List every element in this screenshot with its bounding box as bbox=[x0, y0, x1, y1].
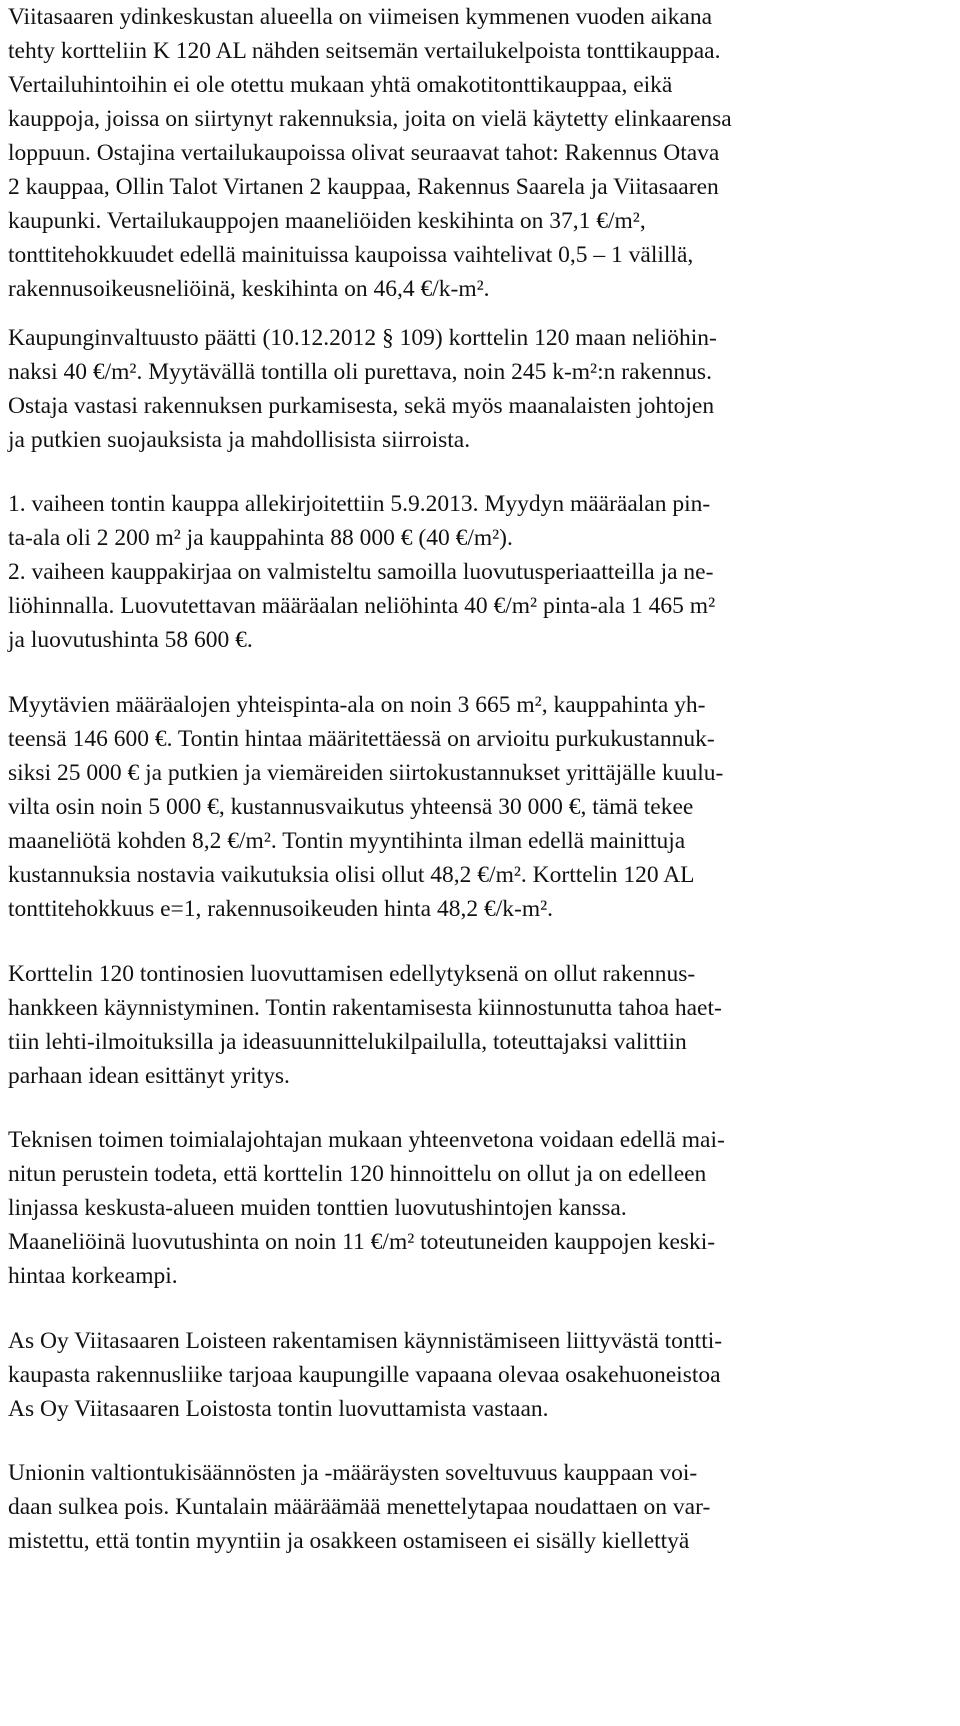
text-line: As Oy Viitasaaren Loistosta tontin luovuttamista vastaan. bbox=[8, 1396, 549, 1422]
text-line: kauppoja, joissa on siirtynyt rakennuksia, joita on vielä käytetty elinkaarensa bbox=[8, 106, 732, 132]
text-line: Unionin valtiontukisäännösten ja -määräysten soveltuvuus kauppaan voi- bbox=[8, 1460, 698, 1486]
text-line: Ostaja vastasi rakennuksen purkamisesta, sekä myös maanalaisten johtojen bbox=[8, 393, 715, 419]
text-line: vilta osin noin 5 000 €, kustannusvaikutus yhteensä 30 000 €, tämä tekee bbox=[8, 794, 694, 820]
text-line: liöhinnalla. Luovutettavan määräalan neliöhinta 40 €/m² pinta-ala 1 465 m² bbox=[8, 593, 716, 619]
text-line: kustannuksia nostavia vaikutuksia olisi ollut 48,2 €/m². Korttelin 120 AL bbox=[8, 862, 695, 888]
text-line: ta-ala oli 2 200 m² ja kauppahinta 88 000 € (40 €/m²). bbox=[8, 525, 513, 551]
text-line: Myytävien määräalojen yhteispinta-ala on noin 3 665 m², kauppahinta yh- bbox=[8, 692, 706, 718]
text-line: rakennusoikeusneliöinä, keskihinta on 46,4 €/k-m². bbox=[8, 276, 490, 302]
text-line: As Oy Viitasaaren Loisteen rakentamisen käynnistämiseen liittyvästä tontti- bbox=[8, 1328, 723, 1354]
text-line: tonttitehokkuus e=1, rakennusoikeuden hinta 48,2 €/k-m². bbox=[8, 896, 554, 922]
text-line: ja putkien suojauksista ja mahdollisista siirroista. bbox=[8, 427, 471, 453]
text-line: Vertailuhintoihin ei ole otettu mukaan yhtä omakotitonttikauppaa, eikä bbox=[8, 72, 673, 98]
text-line: tiin lehti-ilmoituksilla ja ideasuunnittelukilpailulla, toteuttajaksi valittiin bbox=[8, 1029, 687, 1055]
text-line: siksi 25 000 € ja putkien ja viemäreiden siirtokustannukset yrittäjälle kuulu- bbox=[8, 760, 724, 786]
text-line: nitun perustein todeta, että korttelin 120 hinnoittelu on ollut ja on edelleen bbox=[8, 1161, 707, 1187]
text-line: kaupunki. Vertailukauppojen maaneliöiden keskihinta on 37,1 €/m², bbox=[8, 208, 646, 234]
text-line: tehty kortteliin K 120 AL nähden seitsemän vertailukelpoista tonttikauppaa. bbox=[8, 38, 721, 64]
text-line: teensä 146 600 €. Tontin hintaa määritettäessä on arvioitu purkukustannuk- bbox=[8, 726, 715, 752]
text-line: maaneliötä kohden 8,2 €/m². Tontin myyntihinta ilman edellä mainittuja bbox=[8, 828, 686, 854]
text-line: Kaupunginvaltuusto päätti (10.12.2012 § 109) korttelin 120 maan neliöhin- bbox=[8, 325, 717, 351]
text-line: linjassa keskusta-alueen muiden tonttien luovutushintojen kanssa. bbox=[8, 1195, 627, 1221]
text-line: Teknisen toimen toimialajohtajan mukaan yhteenvetona voidaan edellä mai- bbox=[8, 1127, 725, 1153]
text-line: Korttelin 120 tontinosien luovuttamisen edellytyksenä on ollut rakennus- bbox=[8, 961, 696, 987]
text-line: naksi 40 €/m². Myytävällä tontilla oli purettava, noin 245 k-m²:n rakennus. bbox=[8, 359, 712, 385]
text-line: tonttitehokkuudet edellä mainituissa kaupoissa vaihtelivat 0,5 – 1 välillä, bbox=[8, 242, 694, 268]
text-line: ja luovutushinta 58 600 €. bbox=[8, 627, 253, 653]
text-line: Viitasaaren ydinkeskustan alueella on viimeisen kymmenen vuoden aikana bbox=[8, 4, 713, 30]
text-line: kaupasta rakennusliike tarjoaa kaupungille vapaana olevaa osakehuoneistoa bbox=[8, 1362, 721, 1388]
text-line: hankkeen käynnistyminen. Tontin rakentamisesta kiinnostunutta tahoa haet- bbox=[8, 995, 722, 1021]
text-line: hintaa korkeampi. bbox=[8, 1263, 178, 1289]
text-line: loppuun. Ostajina vertailukaupoissa olivat seuraavat tahot: Rakennus Otava bbox=[8, 140, 720, 166]
text-line: mistettu, että tontin myyntiin ja osakkeen ostamiseen ei sisälly kiellettyä bbox=[8, 1528, 690, 1554]
text-line: parhaan idean esittänyt yritys. bbox=[8, 1063, 290, 1089]
text-line: daan sulkea pois. Kuntalain määräämää menettelytapaa noudattaen on var- bbox=[8, 1494, 711, 1520]
text-line: 1. vaiheen tontin kauppa allekirjoitettiin 5.9.2013. Myydyn määräalan pin- bbox=[8, 491, 711, 517]
text-line: 2 kauppaa, Ollin Talot Virtanen 2 kauppaa, Rakennus Saarela ja Viitasaaren bbox=[8, 174, 719, 200]
text-line: 2. vaiheen kauppakirjaa on valmisteltu samoilla luovutusperiaatteilla ja ne- bbox=[8, 559, 714, 585]
text-line: Maaneliöinä luovutushinta on noin 11 €/m² toteutuneiden kauppojen keski- bbox=[8, 1229, 716, 1255]
